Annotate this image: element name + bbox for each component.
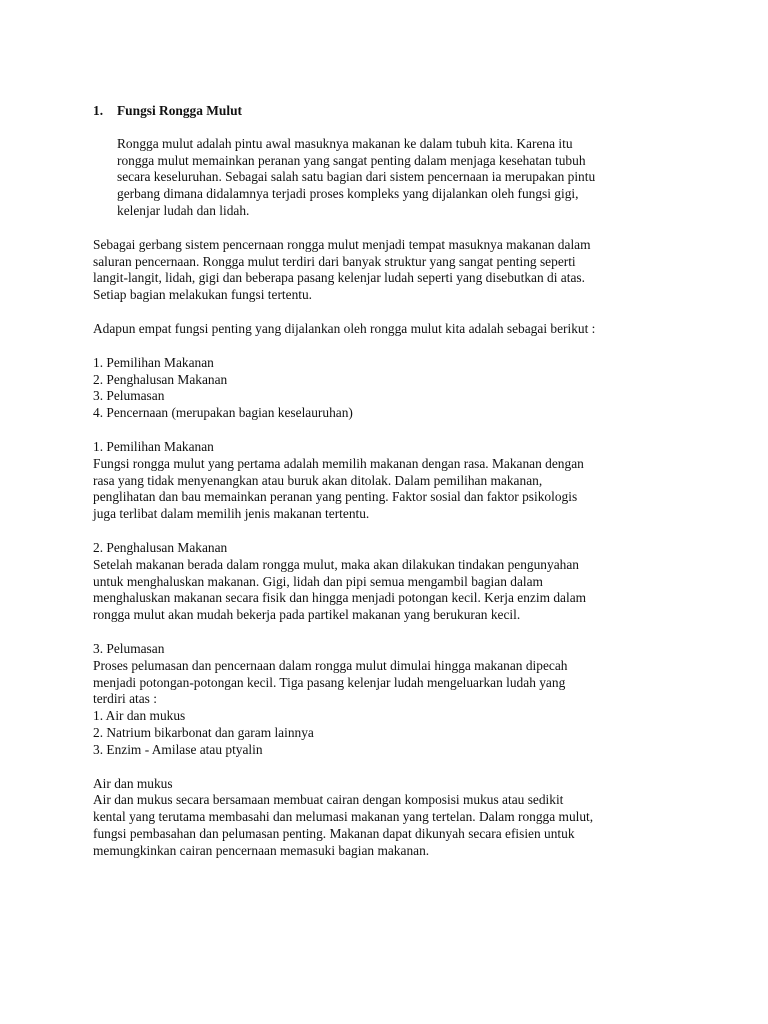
section-heading [93, 103, 693, 120]
section-pelumasan [93, 641, 693, 759]
text-line: fungsi pembasahan dan pelumasan penting. Makanan dapat dikunyah secara efisien untuk [93, 825, 575, 841]
text-line: rongga mulut akan mudah bekerja pada partikel makanan yang berukuran kecil. [93, 607, 521, 623]
text-line: Setiap bagian melakukan fungsi tertentu. [93, 287, 313, 303]
section-air-dan-mukus [93, 776, 693, 860]
list-item: 3. Pelumasan [93, 388, 165, 404]
text-line: gerbang dimana didalamnya terjadi proses kompleks yang dijalankan oleh fungsi gigi, [117, 186, 579, 202]
text-line: Fungsi rongga mulut yang pertama adalah memilih makanan dengan rasa. Makanan dengan [93, 455, 584, 471]
text-line: memungkinkan cairan pencernaan memasuki bagian makanan. [93, 842, 430, 858]
text-line: saluran pencernaan. Rongga mulut terdiri dari banyak struktur yang sangat penting seperti [93, 253, 576, 269]
subsection-title: Air dan mukus [93, 775, 173, 791]
text-line: Setelah makanan berada dalam rongga mulut, maka akan dilakukan tindakan pengunyahan [93, 556, 579, 572]
text-line: Sebagai gerbang sistem pencernaan rongga mulut menjadi tempat masuknya makanan dalam [93, 236, 591, 252]
text-line: kelenjar ludah dan lidah. [117, 202, 250, 218]
text-line: rasa yang tidak menyenangkan atau buruk akan ditolak. Dalam pemilihan makanan, [93, 472, 543, 488]
text-line: Adapun empat fungsi penting yang dijalankan oleh rongga mulut kita adalah sebagai berikut : [93, 320, 596, 336]
text-line: terdiri atas : [93, 691, 157, 707]
list-item: 1. Air dan mukus [93, 708, 186, 724]
intro-paragraph-2 [93, 237, 693, 304]
list-item: 2. Penghalusan Makanan [93, 371, 228, 387]
list-item: 1. Pemilihan Makanan [93, 354, 214, 370]
text-line: menghaluskan makanan secara fisik dan hingga menjadi potongan kecil. Kerja enzim dalam [93, 590, 587, 606]
section-title: Fungsi Rongga Mulut [117, 103, 243, 118]
function-list [93, 355, 693, 422]
list-item: 4. Pencernaan (merupakan bagian keselauruhan) [93, 405, 353, 421]
text-line: Proses pelumasan dan pencernaan dalam rongga mulut dimulai hingga makanan dipecah [93, 657, 568, 673]
subsection-title: 2. Penghalusan Makanan [93, 539, 228, 555]
text-line: juga terlibat dalam memilih jenis makanan tertentu. [93, 506, 370, 522]
text-line: penglihatan dan bau memainkan peranan yang penting. Faktor sosial dan faktor psikologis [93, 489, 578, 505]
text-line: langit-langit, lidah, gigi dan beberapa pasang kelenjar ludah seperti yang disebutkan di atas. [93, 270, 585, 286]
text-line: Air dan mukus secara bersamaan membuat cairan dengan komposisi mukus atau sedikit [93, 792, 564, 808]
text-line: Rongga mulut adalah pintu awal masuknya makanan ke dalam tubuh kita. Karena itu [117, 135, 573, 151]
text-line: secara keseluruhan. Sebagai salah satu bagian dari sistem pencernaan ia merupakan pintu [117, 169, 596, 185]
text-line: rongga mulut memainkan peranan yang sangat penting dalam menjaga kesehatan tubuh [117, 152, 586, 168]
subsection-title: 3. Pelumasan [93, 640, 165, 656]
list-item: 3. Enzim - Amilase atau ptyalin [93, 741, 263, 757]
section-number: 1. [93, 103, 104, 118]
subsection-title: 1. Pemilihan Makanan [93, 438, 214, 454]
text-line: menjadi potongan-potongan kecil. Tiga pasang kelenjar ludah mengeluarkan ludah yang [93, 674, 566, 690]
intro-paragraph-3 [93, 321, 693, 338]
document-page [93, 103, 693, 876]
section-penghalusan-makanan [93, 540, 693, 624]
section-pemilihan-makanan [93, 439, 693, 523]
text-line: kental yang terutama membasahi dan melumasi makanan yang tertelan. Dalam rongga mulut, [93, 809, 594, 825]
text-line: untuk menghaluskan makanan. Gigi, lidah dan pipi semua mengambil bagian dalam [93, 573, 543, 589]
list-item: 2. Natrium bikarbonat dan garam lainnya [93, 724, 314, 740]
intro-paragraph-1 [93, 136, 693, 220]
